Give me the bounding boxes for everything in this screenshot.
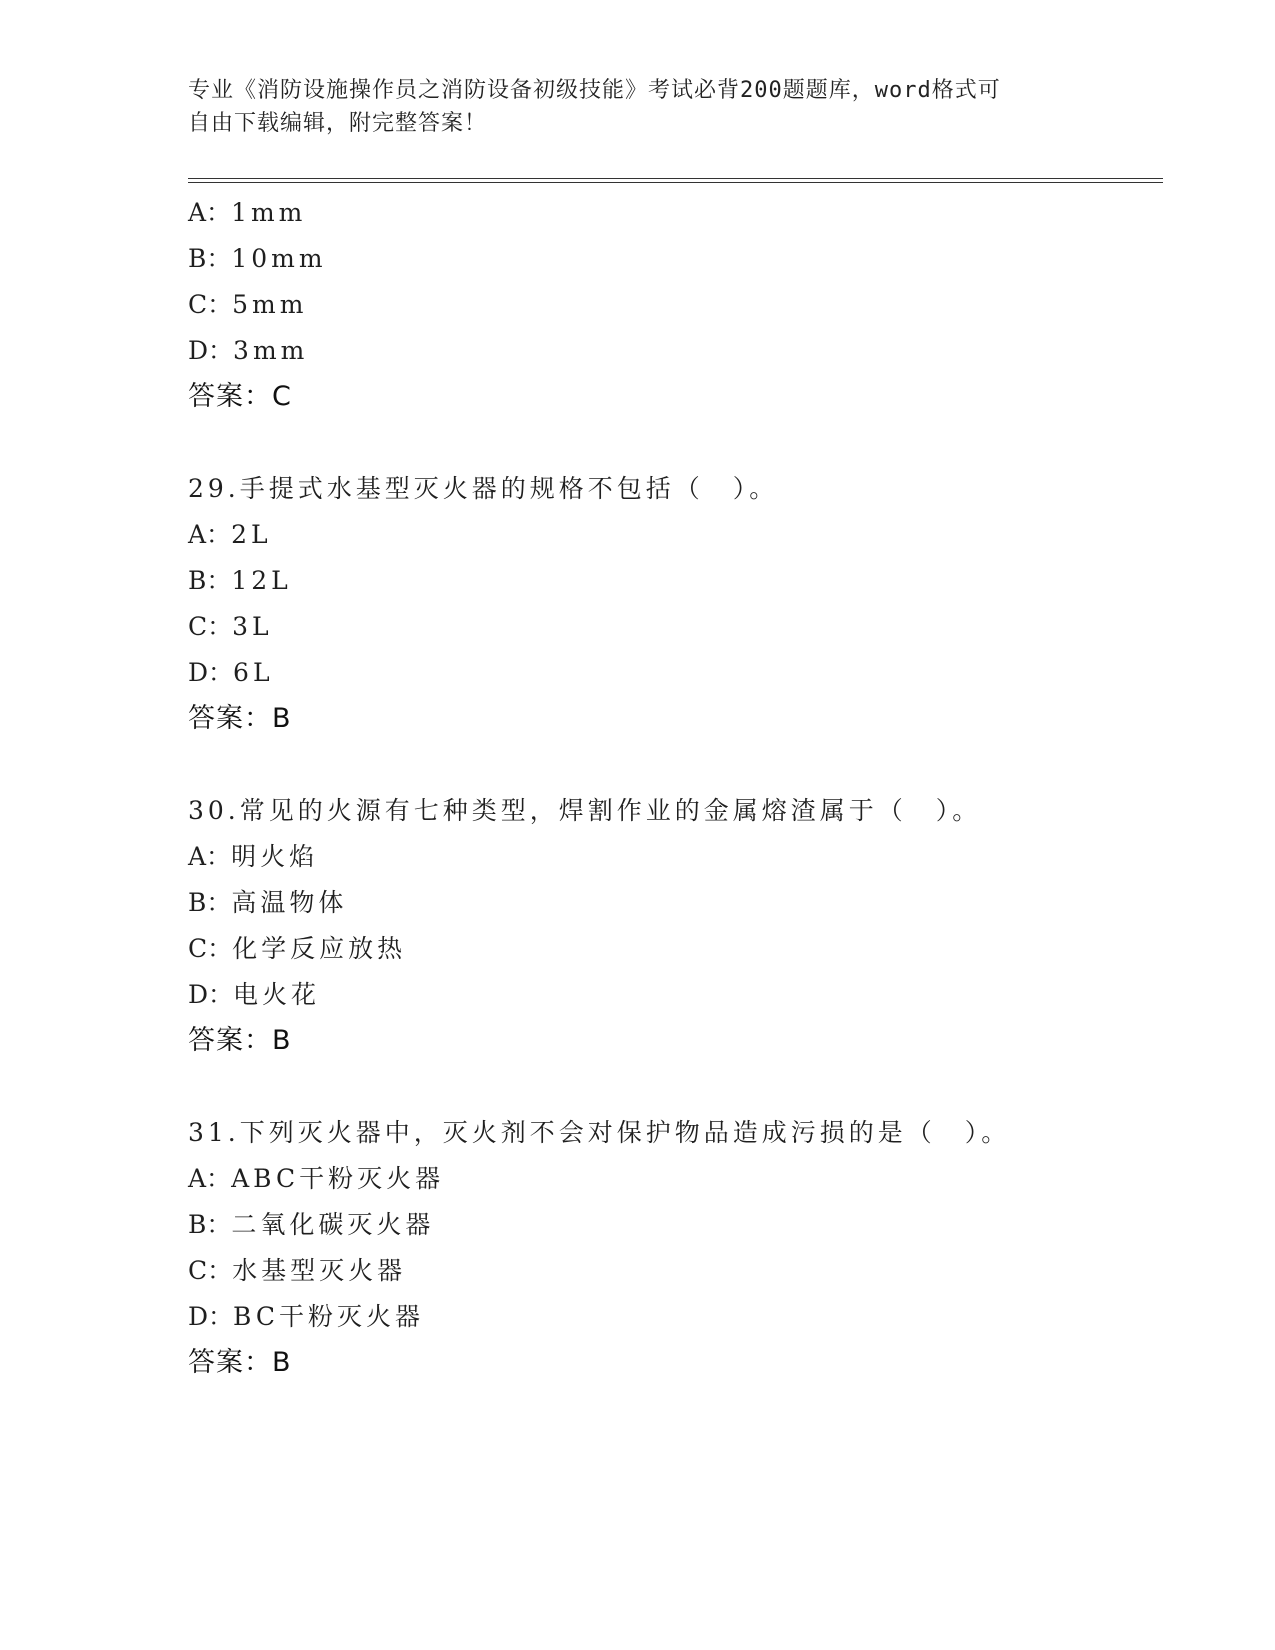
spacer [188,1064,1168,1110]
answer-line: 答案：B [188,703,292,734]
option-prefix: A： [188,842,232,871]
option-d [188,1294,1168,1340]
option-text: 水基型灭火器 [232,1256,407,1285]
option-a [188,1156,1168,1202]
option-prefix: A： [188,1164,232,1193]
spacer [188,742,1168,788]
option-text: 6L [233,658,274,687]
option-text: 3mm [233,336,309,365]
option-prefix: B： [188,566,232,595]
option-d [188,650,1168,696]
option-text: 高温物体 [231,888,348,917]
header-divider-bottom [188,182,1163,183]
option-text: 1mm [231,198,307,227]
option-b [188,236,1168,282]
exam-content [188,190,1168,1386]
option-prefix: D： [188,1302,234,1331]
option-text: 电火花 [233,980,321,1009]
option-b [188,1202,1168,1248]
option-text: 12L [231,566,292,595]
option-prefix: C： [188,1256,233,1285]
option-text: 3L [232,612,273,641]
header-title-line-2: 自由下载编辑，附完整答案！ [188,111,488,136]
option-prefix: A： [188,520,232,549]
question-stem: 30.常见的火源有七种类型，焊割作业的金属熔渣属于（ ）。 [188,796,982,825]
question-31 [188,1110,1168,1386]
answer-line: 答案：B [188,1025,292,1056]
option-c [188,1248,1168,1294]
option-d [188,972,1168,1018]
option-b [188,558,1168,604]
answer-line: 答案：B [188,1347,292,1378]
option-prefix: C： [188,934,233,963]
option-prefix: D： [188,336,234,365]
option-text: 10mm [231,244,327,273]
option-text: ABC干粉灭火器 [231,1164,445,1193]
question-stem: 31.下列灭火器中，灭火剂不会对保护物品造成污损的是（ ）。 [188,1118,1011,1147]
question-stem: 29.手提式水基型灭火器的规格不包括（ ）。 [188,474,779,503]
option-prefix: C： [188,290,233,319]
option-c [188,604,1168,650]
spacer [188,420,1168,466]
option-b [188,880,1168,926]
question-28-continuation [188,190,1168,420]
option-d [188,328,1168,374]
option-a [188,512,1168,558]
option-prefix: B： [188,1210,232,1239]
option-a [188,834,1168,880]
option-prefix: D： [188,980,234,1009]
question-30 [188,788,1168,1064]
option-text: 化学反应放热 [232,934,407,963]
option-prefix: A： [188,198,232,227]
document-header [188,74,1088,140]
header-divider-top [188,178,1163,179]
option-a [188,190,1168,236]
option-c [188,926,1168,972]
option-prefix: C： [188,612,233,641]
header-title-line-1: 专业《消防设施操作员之消防设备初级技能》考试必背200题题库，word格式可 [188,78,1001,103]
option-prefix: B： [188,244,232,273]
option-prefix: D： [188,658,234,687]
option-text: 明火焰 [231,842,319,871]
option-text: 二氧化碳灭火器 [231,1210,435,1239]
answer-line: 答案：C [188,381,292,412]
option-text: BC干粉灭火器 [233,1302,425,1331]
option-text: 5mm [232,290,308,319]
option-text: 2L [231,520,272,549]
question-29 [188,466,1168,742]
option-c [188,282,1168,328]
option-prefix: B： [188,888,232,917]
